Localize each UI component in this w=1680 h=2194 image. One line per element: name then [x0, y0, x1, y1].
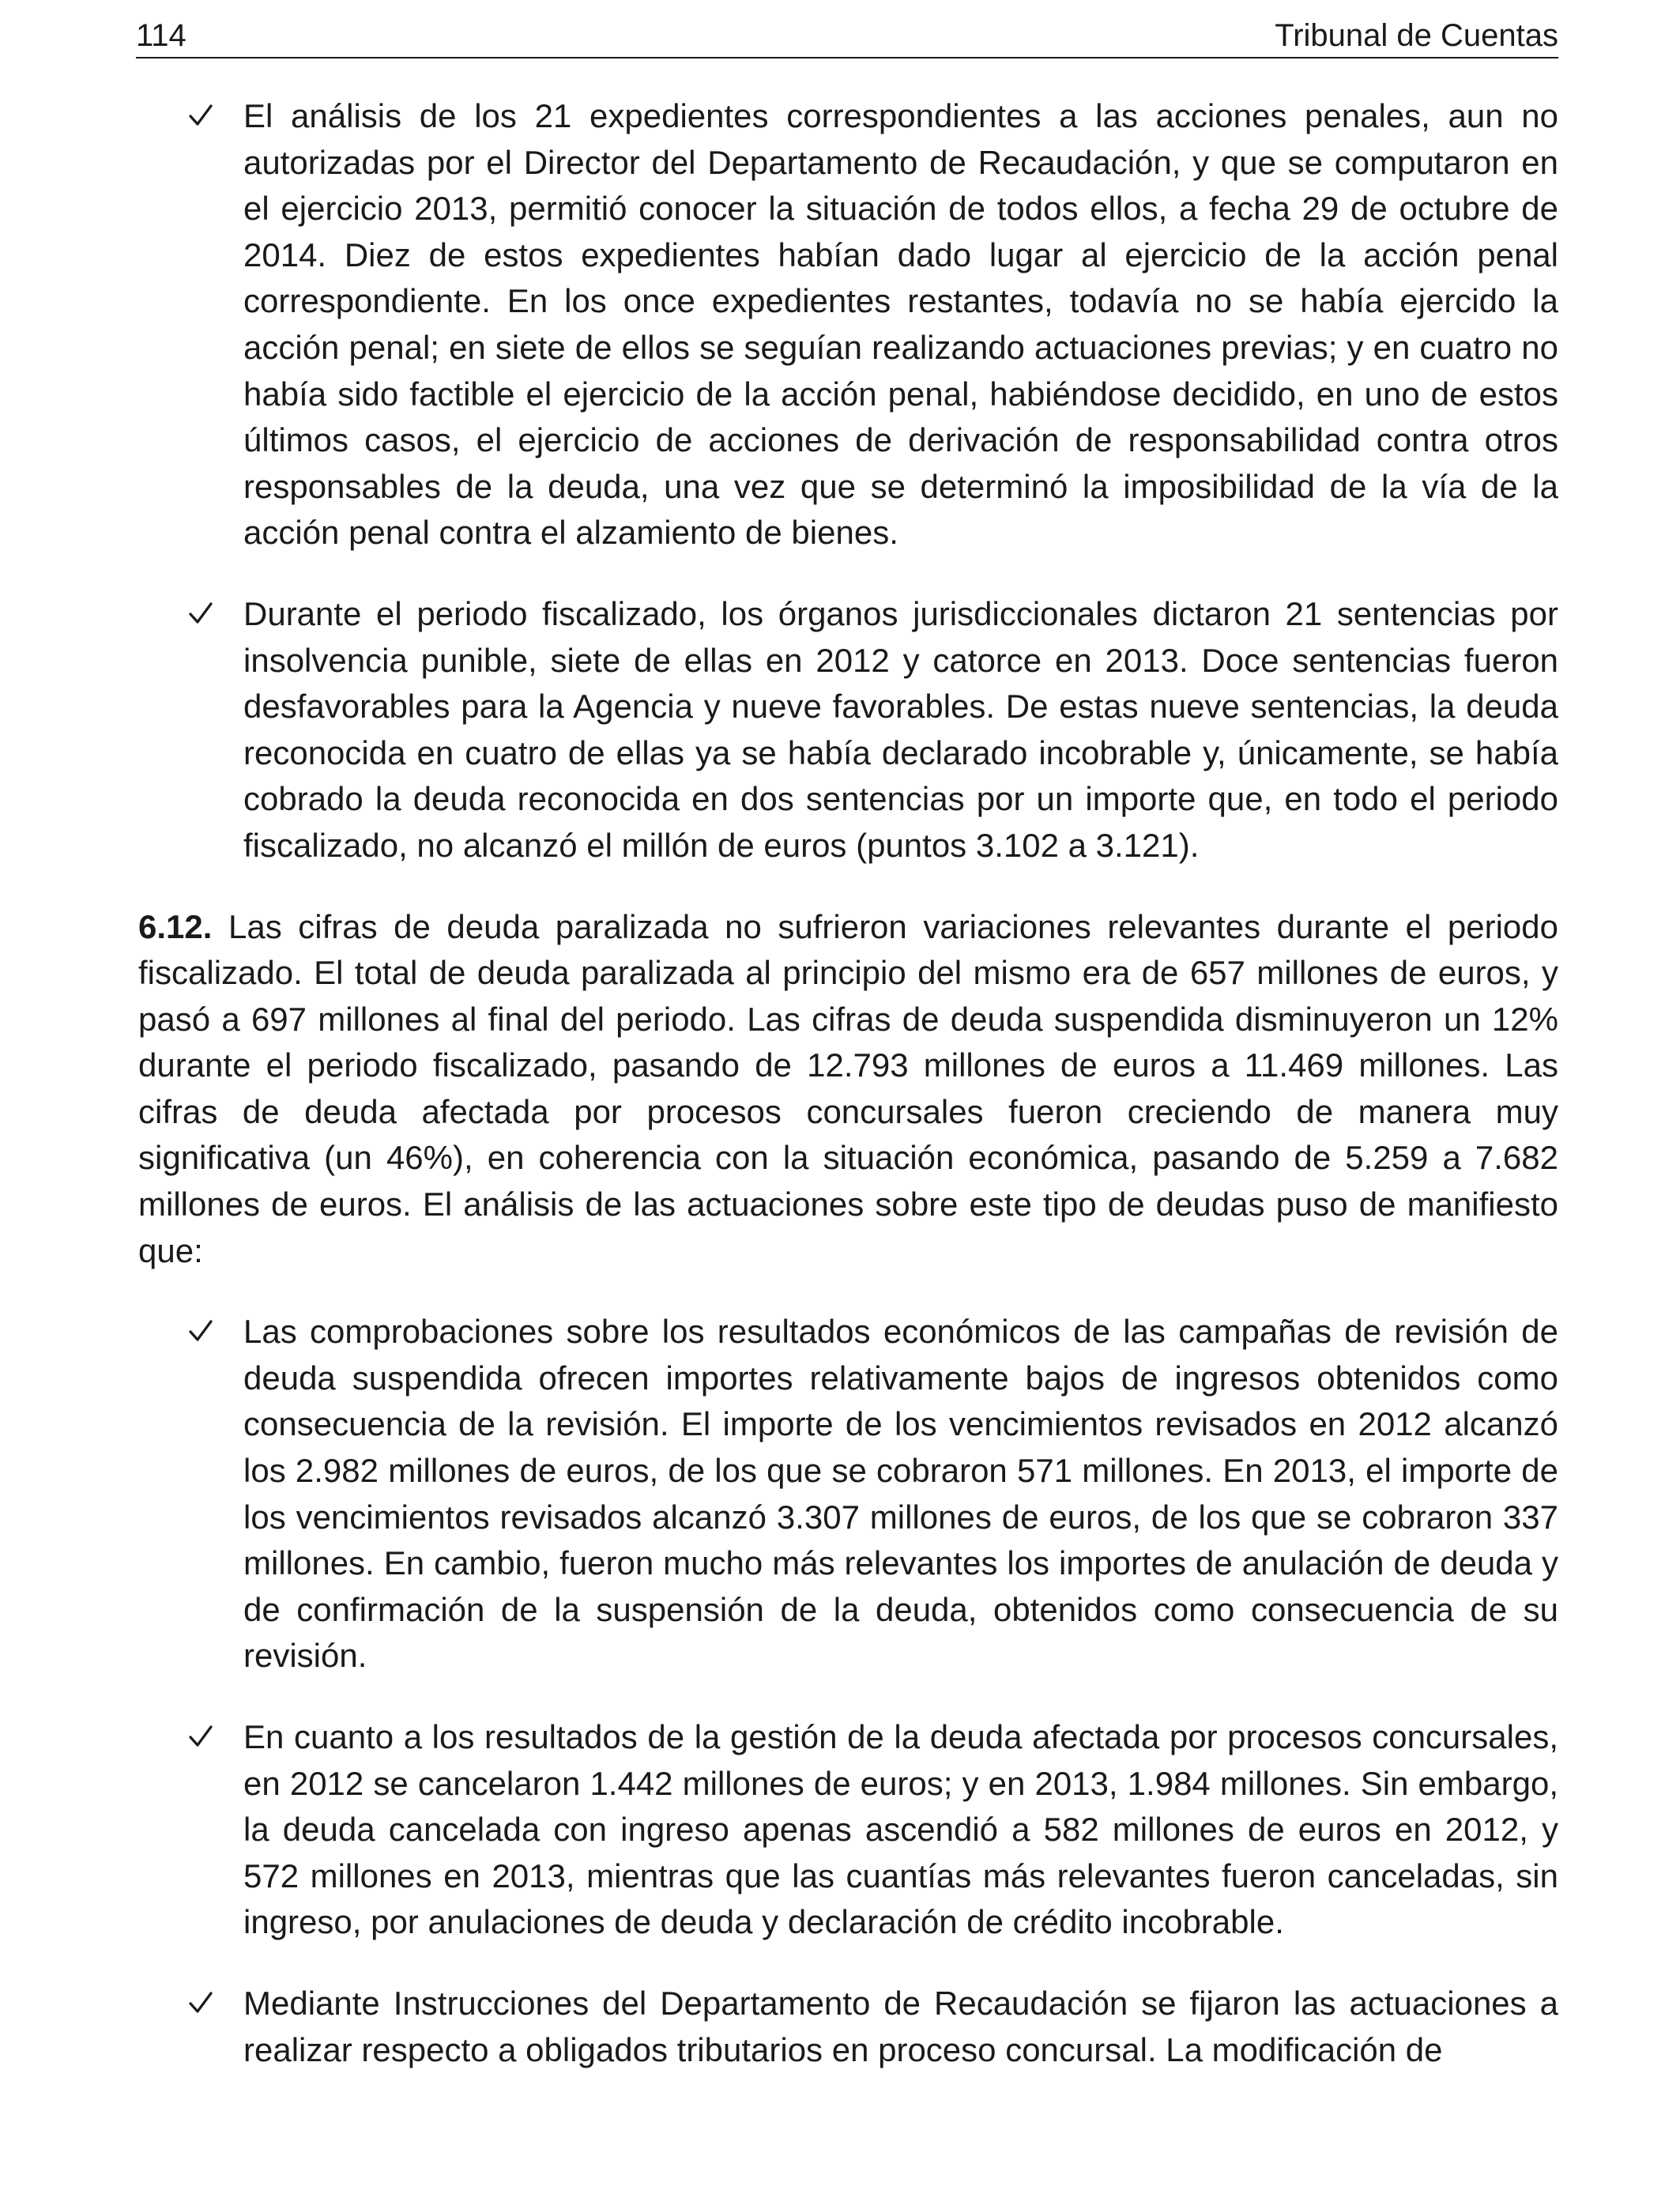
list-item	[138, 93, 1558, 556]
checkmark-icon	[189, 1981, 220, 2026]
page-number: 114	[136, 18, 186, 53]
list-item-text: Durante el periodo fiscalizado, los órganos jurisdiccionales dictaron 21 sentencias por insolvencia punible, siete de ellas en 2012 y catorce en 2013. Doce sentencias fueron desfavorables para la Agencia y nueve favorables. De estas nueve sentencias, la deuda reconocida en cuatro de ellas ya se había declarado incobrable y, únicamente, se había cobrado la deuda reconocida en dos sentencias por un importe que, en todo el periodo fiscalizado, no alcanzó el millón de euros (puntos 3.102 a 3.121).	[243, 594, 1558, 864]
page-header	[136, 14, 1558, 58]
list-item-text: En cuanto a los resultados de la gestión de la deuda afectada por procesos concursales, en 2012 se cancelaron 1.442 millones de euros; y en 2013, 1.984 millones. Sin embargo, la deuda cancelada con ingreso apenas ascendió a 582 millones de euros en 2012, y 572 millones en 2013, mientras que las cuantías más relevantes fueron canceladas, sin ingreso, por anulaciones de deuda y declaración de crédito incobrable.	[243, 1718, 1558, 1941]
list-item	[138, 591, 1558, 869]
list-item-text: Mediante Instrucciones del Departamento de Recaudación se fijaron las actuaciones a realizar respecto a obligados tributarios en proceso concursal. La modificación de	[243, 1984, 1558, 2068]
section-number: 6.12.	[138, 907, 213, 945]
list-item-text: El análisis de los 21 expedientes correspondientes a las acciones penales, aun no autorizadas por el Director del Departamento de Recaudación, y que se computaron en el ejercicio 2013, permitió conocer la situación de todos ellos, a fecha 29 de octubre de 2014. Diez de estos expedientes habían dado lugar al ejercicio de la acción penal correspondiente. En los once expedientes restantes, todavía no se había ejercido la acción penal; en siete de ellos se seguían realizando actuaciones previas; y en cuatro no había sido factible el ejercicio de la acción penal, habiéndose decidido, en uno de estos últimos casos, el ejercicio de acciones de derivación de responsabilidad contra otros responsables de la deuda, una vez que se determinó la imposibilidad de la vía de la acción penal contra el alzamiento de bienes.	[243, 97, 1558, 552]
document-title: Tribunal de Cuentas	[1275, 18, 1558, 53]
checkmark-icon	[189, 93, 220, 139]
checkmark-icon	[189, 591, 220, 637]
list-item	[138, 1309, 1558, 1679]
list-item-text: Las comprobaciones sobre los resultados económicos de las campañas de revisión de deuda suspendida ofrecen importes relativamente bajos de ingresos obtenidos como consecuencia de la revisión. El importe de los vencimientos revisados en 2012 alcanzó los 2.982 millones de euros, de los que se cobraron 571 millones. En 2013, el importe de los vencimientos revisados alcanzó 3.307 millones de euros, de los que se cobraron 337 millones. En cambio, fueron mucho más relevantes los importes de anulación de deuda y de confirmación de la suspensión de la deuda, obtenidos como consecuencia de su revisión.	[243, 1313, 1558, 1675]
list-item	[138, 1714, 1558, 1946]
checkmark-icon	[189, 1309, 220, 1355]
list-item	[138, 1981, 1558, 2073]
section-text: Las cifras de deuda paralizada no sufrieron variaciones relevantes durante el periodo fiscalizado. El total de deuda paralizada al principio del mismo era de 657 millones de euros, y pasó a 697 millones al final del periodo. Las cifras de deuda suspendida disminuyeron un 12% durante el periodo fiscalizado, pasando de 12.793 millones de euros a 11.469 millones. Las cifras de deuda afectada por procesos concursales fueron creciendo de manera muy significativa (un 46%), en coherencia con la situación económica, pasando de 5.259 a 7.682 millones de euros. El análisis de las actuaciones sobre este tipo de deudas puso de manifiesto que:	[138, 907, 1558, 1269]
checkmark-icon	[189, 1714, 220, 1760]
page-body	[138, 93, 1558, 2073]
section-paragraph	[138, 904, 1558, 1275]
